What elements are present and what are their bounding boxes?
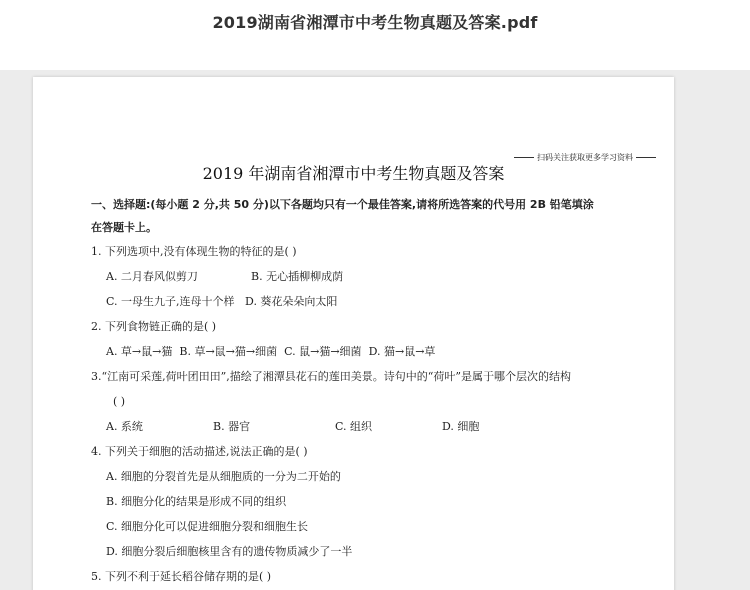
header-rule-right xyxy=(636,157,656,158)
question-1-options-row2 xyxy=(91,289,651,314)
viewer-toolbar xyxy=(0,0,750,70)
question-1: 1. 下列选项中,没有体现生物的特征的是( ) xyxy=(91,245,297,258)
option-c: C. 一母生九子,连母十个样 xyxy=(106,295,235,308)
option-c: C. 鼠→猫→细菌 xyxy=(284,345,362,358)
option-b: B. 无心插柳柳成荫 xyxy=(251,270,344,283)
option-a: A. 草→鼠→猫 xyxy=(106,345,173,358)
pdf-page xyxy=(33,77,674,590)
option-d: D. 葵花朵朵向太阳 xyxy=(245,295,338,308)
question-2: 2. 下列食物链正确的是( ) xyxy=(91,320,217,333)
section-heading-cont: 在答题卡上。 xyxy=(91,221,157,234)
option-d: D. 细胞 xyxy=(442,420,480,433)
option-a: A. 二月春风似剪刀 xyxy=(106,270,198,283)
paper-title: 2019 年湖南省湘潭市中考生物真题及答案 xyxy=(202,164,505,183)
section-heading: 一、选择题:(每小题 2 分,共 50 分)以下各题均只有一个最佳答案,请将所选答案的代号用 2B 铅笔填涂 xyxy=(91,198,594,211)
page-content xyxy=(91,193,651,589)
header-note-text: 扫码关注获取更多学习资料 xyxy=(537,153,633,162)
question-4-option-b: B. 细胞分化的结果是形成不同的组织 xyxy=(106,495,287,508)
question-4-option-c: C. 细胞分化可以促进细胞分裂和细胞生长 xyxy=(106,520,309,533)
option-a: A. 系统 xyxy=(106,420,143,433)
question-3-cont: ( ) xyxy=(113,395,126,408)
header-rule-left xyxy=(514,157,534,158)
question-3-options xyxy=(91,414,651,439)
question-2-options xyxy=(91,339,651,364)
question-1-options-row1 xyxy=(91,264,651,289)
option-c: C. 组织 xyxy=(335,420,373,433)
option-b: B. 器官 xyxy=(213,420,251,433)
option-b: B. 草→鼠→猫→细菌 xyxy=(179,345,278,358)
question-5: 5. 下列不利于延长稻谷储存期的是( ) xyxy=(91,570,272,583)
question-4-option-d: D. 细胞分裂后细胞核里含有的遗传物质减少了一半 xyxy=(106,545,353,558)
question-3: 3.“江南可采莲,荷叶团田田”,描绘了湘潭县花石的莲田美景。诗句中的“荷叶”是属于哪个层次的结构 xyxy=(91,370,571,383)
option-d: D. 猫→鼠→草 xyxy=(368,345,436,358)
file-title: 2019湖南省湘潭市中考生物真题及答案.pdf xyxy=(212,13,538,32)
question-4: 4. 下列关于细胞的活动描述,说法正确的是( ) xyxy=(91,445,308,458)
question-4-option-a: A. 细胞的分裂首先是从细胞质的一分为二开始的 xyxy=(106,470,341,483)
